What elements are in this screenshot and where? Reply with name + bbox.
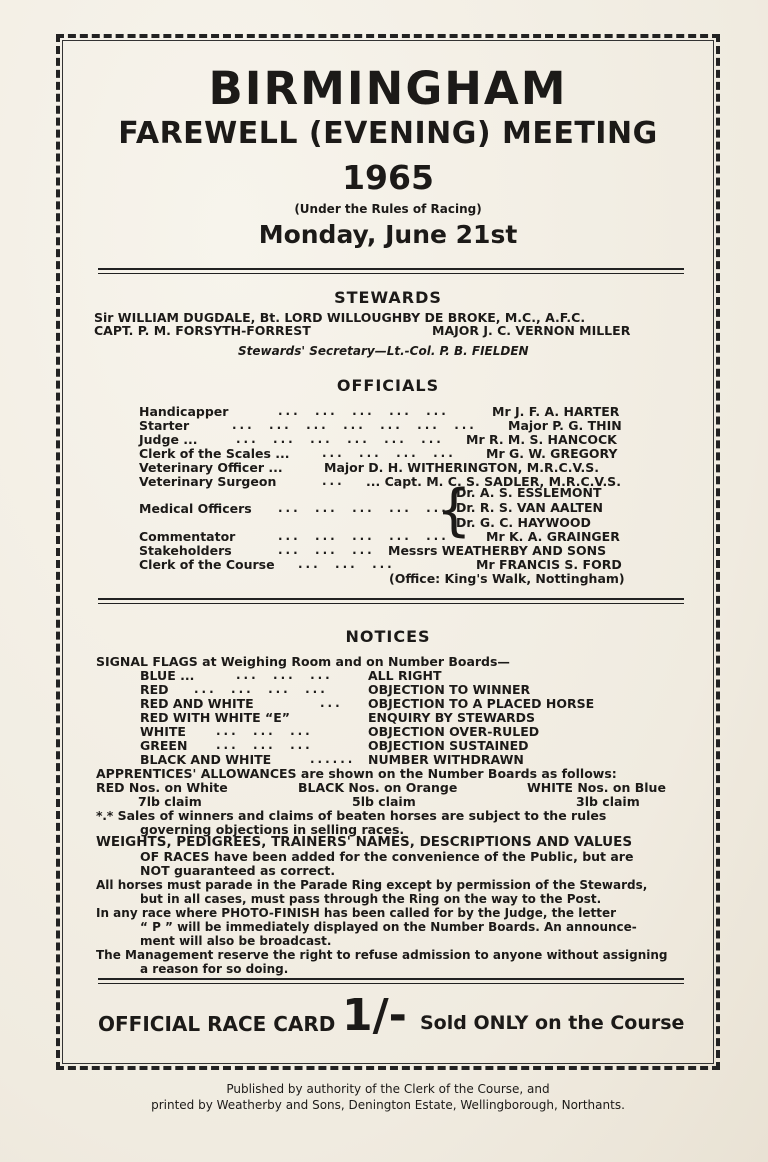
medical-officer: Dr. G. C. HAYWOOD	[456, 515, 591, 530]
claim-3lb: 3lb claim	[576, 794, 640, 809]
allowance-red: RED Nos. on White	[96, 780, 228, 795]
photo-finish-note-3: ment will also be broadcast.	[140, 934, 332, 948]
divider	[98, 983, 684, 984]
claim-7lb: 7lb claim	[138, 794, 202, 809]
leader-dots: ... ... ... ... ... ... ...	[232, 418, 477, 432]
leader-dots: ... ... ... ... ...	[278, 529, 449, 543]
leader-dots: ... ... ... ... ... ...	[236, 432, 444, 446]
divider	[98, 273, 684, 274]
medical-officer: Dr. R. S. VAN AALTEN	[456, 500, 604, 515]
official-role: Clerk of the Course	[139, 557, 275, 572]
notices-heading: NOTICES	[345, 627, 431, 646]
footer-line-2: printed by Weatherby and Sons, Denington Estate, Wellingborough, Northants.	[151, 1098, 625, 1112]
flag-name: RED WITH WHITE “E”	[140, 710, 290, 725]
flag-name: RED AND WHITE	[140, 696, 254, 711]
official-role: Commentator	[139, 529, 236, 544]
flag-meaning: ENQUIRY BY STEWARDS	[368, 710, 535, 725]
official-role: Veterinary Officer ...	[139, 460, 283, 475]
official-role: Medical Officers	[139, 501, 252, 516]
official-name: Major D. H. WITHERINGTON, M.R.C.V.S.	[324, 460, 600, 475]
leader-dots: ... ... ...	[216, 738, 313, 752]
flag-name: WHITE	[140, 724, 186, 739]
officials-heading: OFFICIALS	[336, 376, 440, 395]
venue-title: BIRMINGHAM	[208, 62, 568, 115]
medical-officer: Dr. A. S. ESSLEMONT	[456, 485, 602, 500]
course-office: (Office: King's Walk, Nottingham)	[389, 571, 625, 586]
photo-finish-note-2: “ P ” will be immediately displayed on the Number Boards. An announce-	[140, 920, 637, 934]
management-note-2: a reason for so doing.	[140, 962, 289, 976]
leader-dots: ... ... ...	[236, 668, 333, 682]
flag-name: RED	[140, 682, 169, 697]
leader-dots: ... ... ... ...	[194, 682, 328, 696]
official-name: ... Capt. M. C. S. SADLER, M.R.C.V.S.	[366, 474, 621, 489]
stewards-heading: STEWARDS	[334, 288, 442, 307]
stewards-line-2b: MAJOR J. C. VERNON MILLER	[432, 323, 631, 338]
flag-meaning: OBJECTION OVER-RULED	[368, 724, 540, 739]
leader-dots: ... ... ... ...	[322, 446, 456, 460]
allowance-white: WHITE Nos. on Blue	[527, 780, 666, 795]
leader-dots: ... ... ...	[216, 724, 313, 738]
divider	[98, 598, 684, 600]
sold-note: Sold ONLY on the Course	[420, 1012, 685, 1034]
divider	[98, 978, 684, 980]
photo-finish-note-1: In any race where PHOTO-FINISH has been called for by the Judge, the letter	[96, 906, 617, 920]
official-role: Stakeholders	[139, 543, 232, 558]
official-role: Judge ...	[139, 432, 198, 447]
parade-note-1: All horses must parade in the Parade Ring except by permission of the Stewards,	[96, 878, 648, 892]
leader-dots: ... ... ... ... ...	[278, 501, 449, 515]
claim-5lb: 5lb claim	[352, 794, 416, 809]
meeting-year: 1965	[342, 158, 434, 197]
official-name: Messrs WEATHERBY AND SONS	[388, 543, 607, 558]
flag-meaning: OBJECTION TO A PLACED HORSE	[368, 696, 595, 711]
official-role: Veterinary Surgeon	[139, 474, 277, 489]
official-role: Clerk of the Scales ...	[139, 446, 290, 461]
weights-note-3: NOT guaranteed as correct.	[140, 863, 336, 878]
stewards-line-1: Sir WILLIAM DUGDALE, Bt. LORD WILLOUGHBY DE BROKE, M.C., A.F.C.	[94, 310, 586, 325]
sales-note-1: *․* Sales of winners and claims of beaten horses are subject to the rules	[96, 808, 607, 823]
sales-note-2: governing objections in selling races.	[140, 822, 405, 837]
official-name: Mr G. W. GREGORY	[486, 446, 618, 461]
leader-dots: ... ... ...	[278, 543, 375, 557]
apprentices-note: APPRENTICES' ALLOWANCES are shown on the Number Boards as follows:	[96, 766, 617, 781]
official-name: Major P. G. THIN	[508, 418, 622, 433]
stewards-secretary: Stewards' Secretary—Lt.-Col. P. B. FIELDEN	[238, 344, 529, 358]
allowance-black: BLACK Nos. on Orange	[298, 780, 458, 795]
flag-name: GREEN	[140, 738, 188, 753]
official-name: Mr J. F. A. HARTER	[492, 404, 620, 419]
official-name: Mr K. A. GRAINGER	[486, 529, 620, 544]
leader-dots: ... ... ...	[298, 557, 395, 571]
weights-note-2: OF RACES have been added for the convenience of the Public, but are	[140, 849, 634, 864]
leader-dots: ...	[322, 474, 345, 488]
leader-dots: ...	[320, 696, 343, 710]
parade-note-2: but in all cases, must pass through the Ring on the way to the Post.	[140, 892, 602, 906]
footer-line-1: Published by authority of the Clerk of the Course, and	[226, 1082, 550, 1096]
rules-note: (Under the Rules of Racing)	[294, 202, 482, 216]
official-role: Starter	[139, 418, 190, 433]
race-card-label: OFFICIAL RACE CARD	[98, 1012, 336, 1036]
flag-meaning: OBJECTION SUSTAINED	[368, 738, 529, 753]
signal-flags-intro: SIGNAL FLAGS at Weighing Room and on Number Boards—	[96, 654, 510, 669]
weights-note-1: WEIGHTS, PEDIGREES, TRAINERS' NAMES, DESCRIPTIONS AND VALUES	[96, 834, 633, 850]
divider	[98, 268, 684, 270]
stewards-line-2a: CAPT. P. M. FORSYTH-FORREST	[94, 323, 311, 338]
meeting-title: FAREWELL (EVENING) MEETING	[118, 116, 658, 151]
price-amount: 1/-	[342, 990, 407, 1041]
flag-meaning: ALL RIGHT	[368, 668, 442, 683]
flag-meaning: NUMBER WITHDRAWN	[368, 752, 524, 767]
brace-glyph: {	[436, 478, 472, 543]
leader-dots: ... ... ... ... ...	[278, 404, 449, 418]
official-role: Handicapper	[139, 404, 229, 419]
official-name: Mr R. M. S. HANCOCK	[466, 432, 617, 447]
flag-name: BLUE ...	[140, 668, 195, 683]
flag-meaning: OBJECTION TO WINNER	[368, 682, 531, 697]
official-name: Mr FRANCIS S. FORD	[476, 557, 622, 572]
price-line	[98, 990, 688, 1040]
flag-name: BLACK AND WHITE	[140, 752, 272, 767]
leader-dots: ......	[310, 752, 356, 766]
meeting-date: Monday, June 21st	[258, 220, 518, 249]
divider	[98, 603, 684, 604]
management-note-1: The Management reserve the right to refuse admission to anyone without assigning	[96, 948, 668, 962]
